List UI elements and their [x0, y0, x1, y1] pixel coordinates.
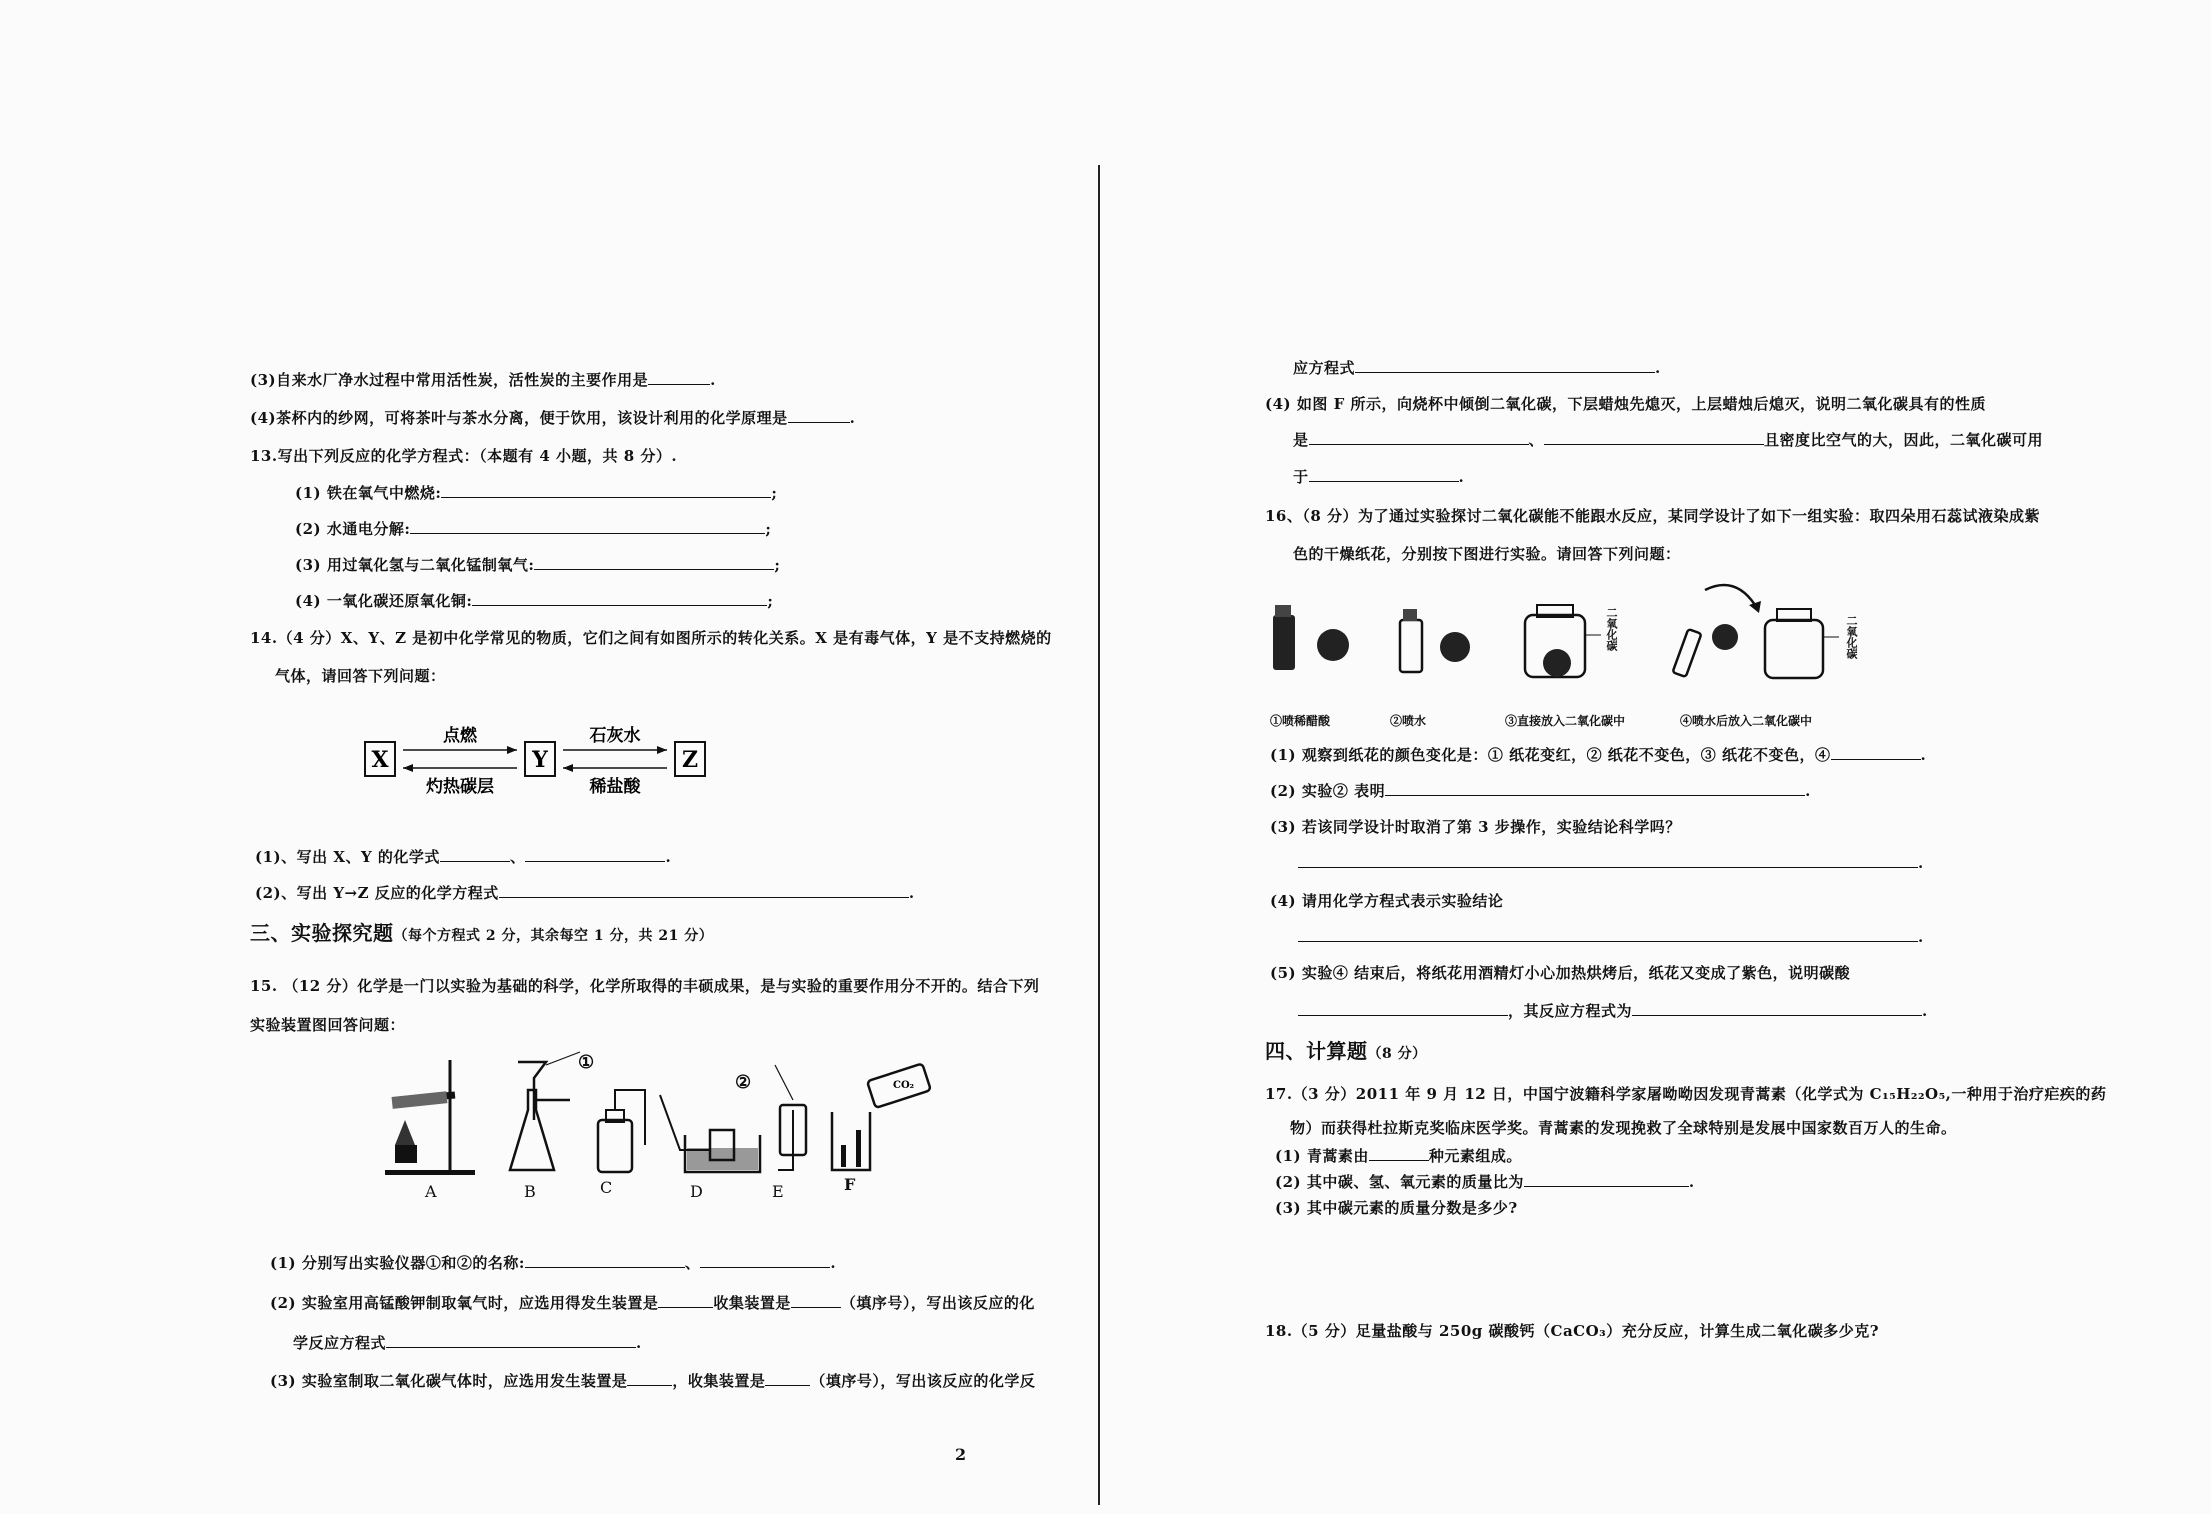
apparatus-c: [598, 1090, 645, 1172]
apparatus-f: [832, 1063, 931, 1170]
question-15-2: (2) 实验室用高锰酸钾制取氧气时，应选用得发生装置是 收集装置是 （填序号），写出该反应的化: [270, 1294, 1035, 1312]
section-4-title: 四、计算题（8 分）: [1265, 1039, 1427, 1063]
apparatus-label-d: D: [690, 1182, 703, 1201]
experiment-3-jar: [1525, 605, 1601, 677]
question-15-line2: 实验装置图回答问题：: [250, 1016, 406, 1034]
label-z: Z: [681, 747, 699, 773]
label-hot-carbon: 灼热碳层: [426, 777, 494, 797]
question-13-header: 13.写出下列反应的化学方程式：（本题有 4 小题，共 8 分）.: [250, 447, 678, 465]
apparatus-b: [510, 1052, 580, 1170]
question-12-3: (3)自来水厂净水过程中常用活性炭，活性炭的主要作用是 .: [250, 371, 716, 389]
litmus-flower-experiment-figure: [1265, 575, 1885, 705]
question-15-4-cont: 是 、 且密度比空气的大，因此，二氧化碳可用: [1293, 431, 2044, 449]
question-15-4: (4) 如图 F 所示，向烧杯中倾倒二氧化碳，下层蜡烛先熄灭，上层蜡烛后熄灭，说明二氧化碳具有的性质: [1265, 395, 1986, 413]
page-divider: [1098, 165, 1100, 1505]
label-dilute-hcl: 稀盐酸: [589, 777, 641, 797]
experiment-4-spray-then-jar: [1673, 585, 1839, 678]
question-14-line2: 气体，请回答下列问题：: [275, 667, 446, 685]
label-y: Y: [532, 747, 548, 773]
experiment-2-spray-water: [1400, 609, 1470, 672]
question-16-4: (4) 请用化学方程式表示实验结论: [1270, 892, 1504, 910]
question-15-1: (1) 分别写出实验仪器①和②的名称: 、 .: [270, 1254, 837, 1272]
question-15-2-cont: 学反应方程式 .: [293, 1334, 642, 1352]
caption-exp-4: ④喷水后放入二氧化碳中: [1680, 714, 1813, 728]
answer-line-16-4: .: [1298, 926, 1924, 948]
question-17-2: (2) 其中碳、氢、氧元素的质量比为 .: [1275, 1173, 1695, 1191]
question-12-4: (4)茶杯内的纱网，可将茶叶与茶水分离，便于饮用，该设计利用的化学原理是 .: [250, 409, 856, 427]
apparatus-d: [660, 1095, 760, 1172]
question-15-line1: 15. （12 分）化学是一门以实验为基础的科学，化学所取得的丰硕成果，是与实验的重要作用分不开的。结合下列: [250, 977, 1040, 995]
question-13-1: (1) 铁在氧气中燃烧: ;: [295, 484, 778, 502]
question-14-1: (1)、写出 X、Y 的化学式 、 .: [255, 848, 672, 866]
label-limewater: 石灰水: [589, 726, 641, 746]
question-15-3-cont: 应方程式 .: [1293, 359, 1661, 377]
apparatus-label-b: B: [524, 1182, 536, 1201]
question-13-2: (2) 水通电分解: ;: [295, 520, 772, 538]
experiment-1-spray-vinegar: [1273, 605, 1349, 670]
question-13-3: (3) 用过氧化氢与二氧化锰制氧气: ;: [295, 556, 781, 574]
apparatus-mark-1: ①: [578, 1052, 595, 1073]
lab-apparatus-figure: [380, 1050, 990, 1220]
apparatus-mark-2: ②: [735, 1072, 752, 1093]
question-16-3: (3) 若该同学设计时取消了第 3 步操作，实验结论科学吗？: [1270, 818, 1681, 836]
caption-exp-1: ①喷稀醋酸: [1270, 714, 1331, 728]
question-17-1: (1) 青蒿素由 种元素组成。: [1275, 1147, 1522, 1165]
section-3-title: 三、实验探究题（每个方程式 2 分，其余每空 1 分，共 21 分）: [250, 921, 714, 945]
question-15-3: (3) 实验室制取二氧化碳气体时，应选用发生装置是 ，收集装置是 （填序号），写出该反应的化学反: [270, 1372, 1036, 1390]
caption-exp-3: ③直接放入二氧化碳中: [1505, 714, 1626, 728]
question-13-4: (4) 一氧化碳还原氧化铜: ;: [295, 592, 774, 610]
jar-label-co2-3: 二氧化碳: [1605, 607, 1618, 651]
svg-text:CO₂: CO₂: [893, 1080, 915, 1091]
label-x: X: [371, 747, 389, 773]
question-16-line1: 16、（8 分）为了通过实验探讨二氧化碳能不能跟水反应，某同学设计了如下一组实验：取四朵用石蕊试液染成紫: [1265, 507, 2041, 525]
apparatus-label-a: A: [425, 1182, 437, 1201]
jar-label-co2-4: 二氧化碳: [1845, 615, 1858, 659]
question-16-1: (1) 观察到纸花的颜色变化是：① 纸花变红，② 纸花不变色，③ 纸花不变色，④ .: [1270, 746, 1927, 764]
apparatus-label-e: E: [772, 1182, 784, 1201]
question-14-2: (2)、写出 Y→Z 反应的化学方程式 .: [255, 884, 915, 902]
apparatus-a: [385, 1060, 475, 1175]
question-17-line1: 17.（3 分）2011 年 9 月 12 日，中国宁波籍科学家屠呦呦因发现青蒿素（化学式为 C₁₅H₂₂O₅,一种用于治疗疟疾的药: [1265, 1085, 2107, 1103]
question-18: 18.（5 分）足量盐酸与 250g 碳酸钙（CaCO₃）充分反应，计算生成二氧化碳多少克?: [1265, 1322, 1880, 1340]
question-16-5: (5) 实验④ 结束后，将纸花用酒精灯小心加热烘烤后，纸花又变成了紫色，说明碳酸: [1270, 964, 1851, 982]
question-16-line2: 色的干燥纸花，分别按下图进行实验。请回答下列问题：: [1293, 545, 1681, 563]
question-14-line1: 14.（4 分）X、Y、Z 是初中化学常见的物质，它们之间有如图所示的转化关系。X 是有毒气体，Y 是不支持燃烧的: [250, 629, 1052, 647]
answer-line-16-3: .: [1298, 852, 1924, 874]
question-17-3: (3) 其中碳元素的质量分数是多少?: [1275, 1199, 1518, 1217]
question-16-5-cont: ，其反应方程式为 .: [1298, 1000, 1928, 1022]
apparatus-label-f: F: [844, 1175, 856, 1194]
apparatus-label-c: C: [600, 1178, 613, 1197]
page-number: 2: [955, 1445, 967, 1464]
question-16-2: (2) 实验② 表明 .: [1270, 782, 1811, 800]
xyz-transformation-diagram: [355, 720, 725, 810]
question-17-line2: 物）而获得杜拉斯克奖临床医学奖。青蒿素的发现挽救了全球特别是发展中国家数百万人的生命。: [1290, 1119, 1957, 1137]
caption-exp-2: ②喷水: [1390, 714, 1427, 728]
label-ignite: 点燃: [443, 726, 477, 746]
apparatus-e: [775, 1065, 806, 1170]
question-15-4-cont2: 于 .: [1293, 468, 1465, 486]
